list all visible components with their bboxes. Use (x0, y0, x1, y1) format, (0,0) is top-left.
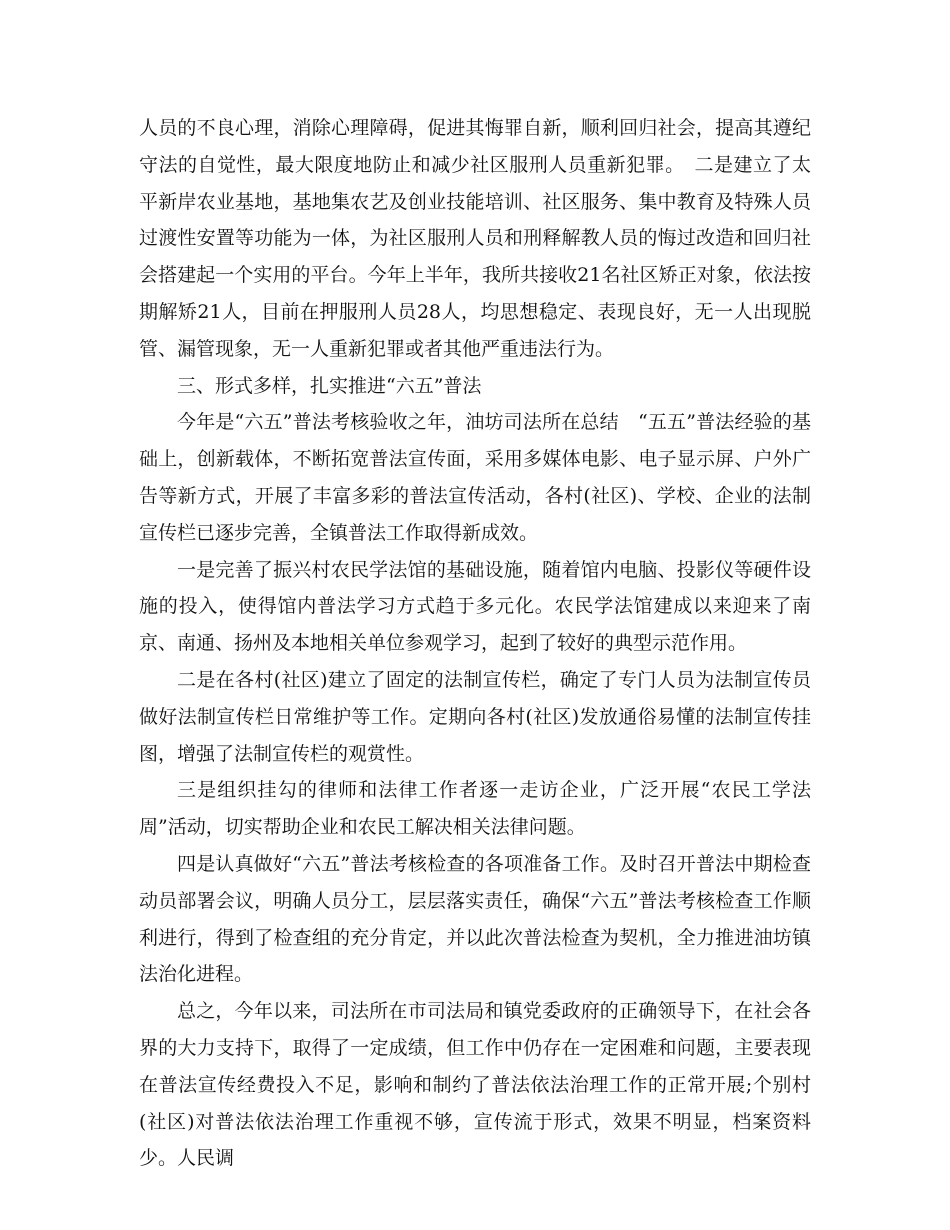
paragraph-4: 一是完善了振兴村农民学法馆的基础设施，随着馆内电脑、投影仪等硬件设施的投入，使得馆内普法学习方式趋于多元化。农民学法馆建成以来迎来了南京、南通、扬州及本地相关单位参观学习，起到了较好的典型示范作用。 (139, 558, 811, 655)
paragraph-8: 总之，今年以来，司法所在市司法局和镇党委政府的正确领导下，在社会各界的大力支持下，取得了一定成绩，但工作中仍存在一定困难和问题，主要表现在普法宣传经费投入不足，影响和制约了普法依法治理工作的正常开展;个别村(社区)对普法依法治理工作重视不够，宣传流于形式，效果不明显，档案资料少。人民调 (139, 1000, 811, 1170)
document-body (139, 110, 811, 1177)
paragraph-7: 四是认真做好“六五”普法考核检查的各项准备工作。及时召开普法中期检查动员部署会议，明确人员分工，层层落实责任，确保“六五”普法考核检查工作顺利进行，得到了检查组的充分肯定，并以此次普法检查为契机，全力推进油坊镇法治化进程。 (139, 852, 811, 986)
paragraph-1: 人员的不良心理，消除心理障碍，促进其悔罪自新，顺利回归社会，提高其遵纪守法的自觉性，最大限度地防止和减少社区服刑人员重新犯罪。 二是建立了太平新岸农业基地，基地集农艺及创业技能培训、社区服务、集中教育及特殊人员过渡性安置等功能为一体，为社区服刑人员和刑释解教人员的悔过改造和回归社会搭建起一个实用的平台。今年上半年，我所共接收21名社区矫正对象，依法按期解矫21人，目前在押服刑人员28人，均思想稳定、表现良好，无一人出现脱管、漏管现象，无一人重新犯罪或者其他严重违法行为。 (139, 117, 811, 360)
paragraph-5: 二是在各村(社区)建立了固定的法制宣传栏，确定了专门人员为法制宣传员做好法制宣传栏日常维护等工作。定期向各村(社区)发放通俗易懂的法制宣传挂图，增强了法制宣传栏的观赏性。 (139, 668, 811, 765)
section-heading: 三、形式多样，扎实推进“六五”普法 (177, 374, 482, 397)
paragraph-3: 今年是“六五”普法考核验收之年，油坊司法所在总结 “五五”普法经验的基础上，创新载体，不断拓宽普法宣传面，采用多媒体电影、电子显示屏、户外广告等新方式，开展了丰富多彩的普法宣传活动，各村(社区)、学校、企业的法制宣传栏已逐步完善，全镇普法工作取得新成效。 (139, 411, 811, 544)
paragraph-6: 三是组织挂勾的律师和法律工作者逐一走访企业，广泛开展“农民工学法周”活动，切实帮助企业和农民工解决相关法律问题。 (139, 779, 811, 839)
